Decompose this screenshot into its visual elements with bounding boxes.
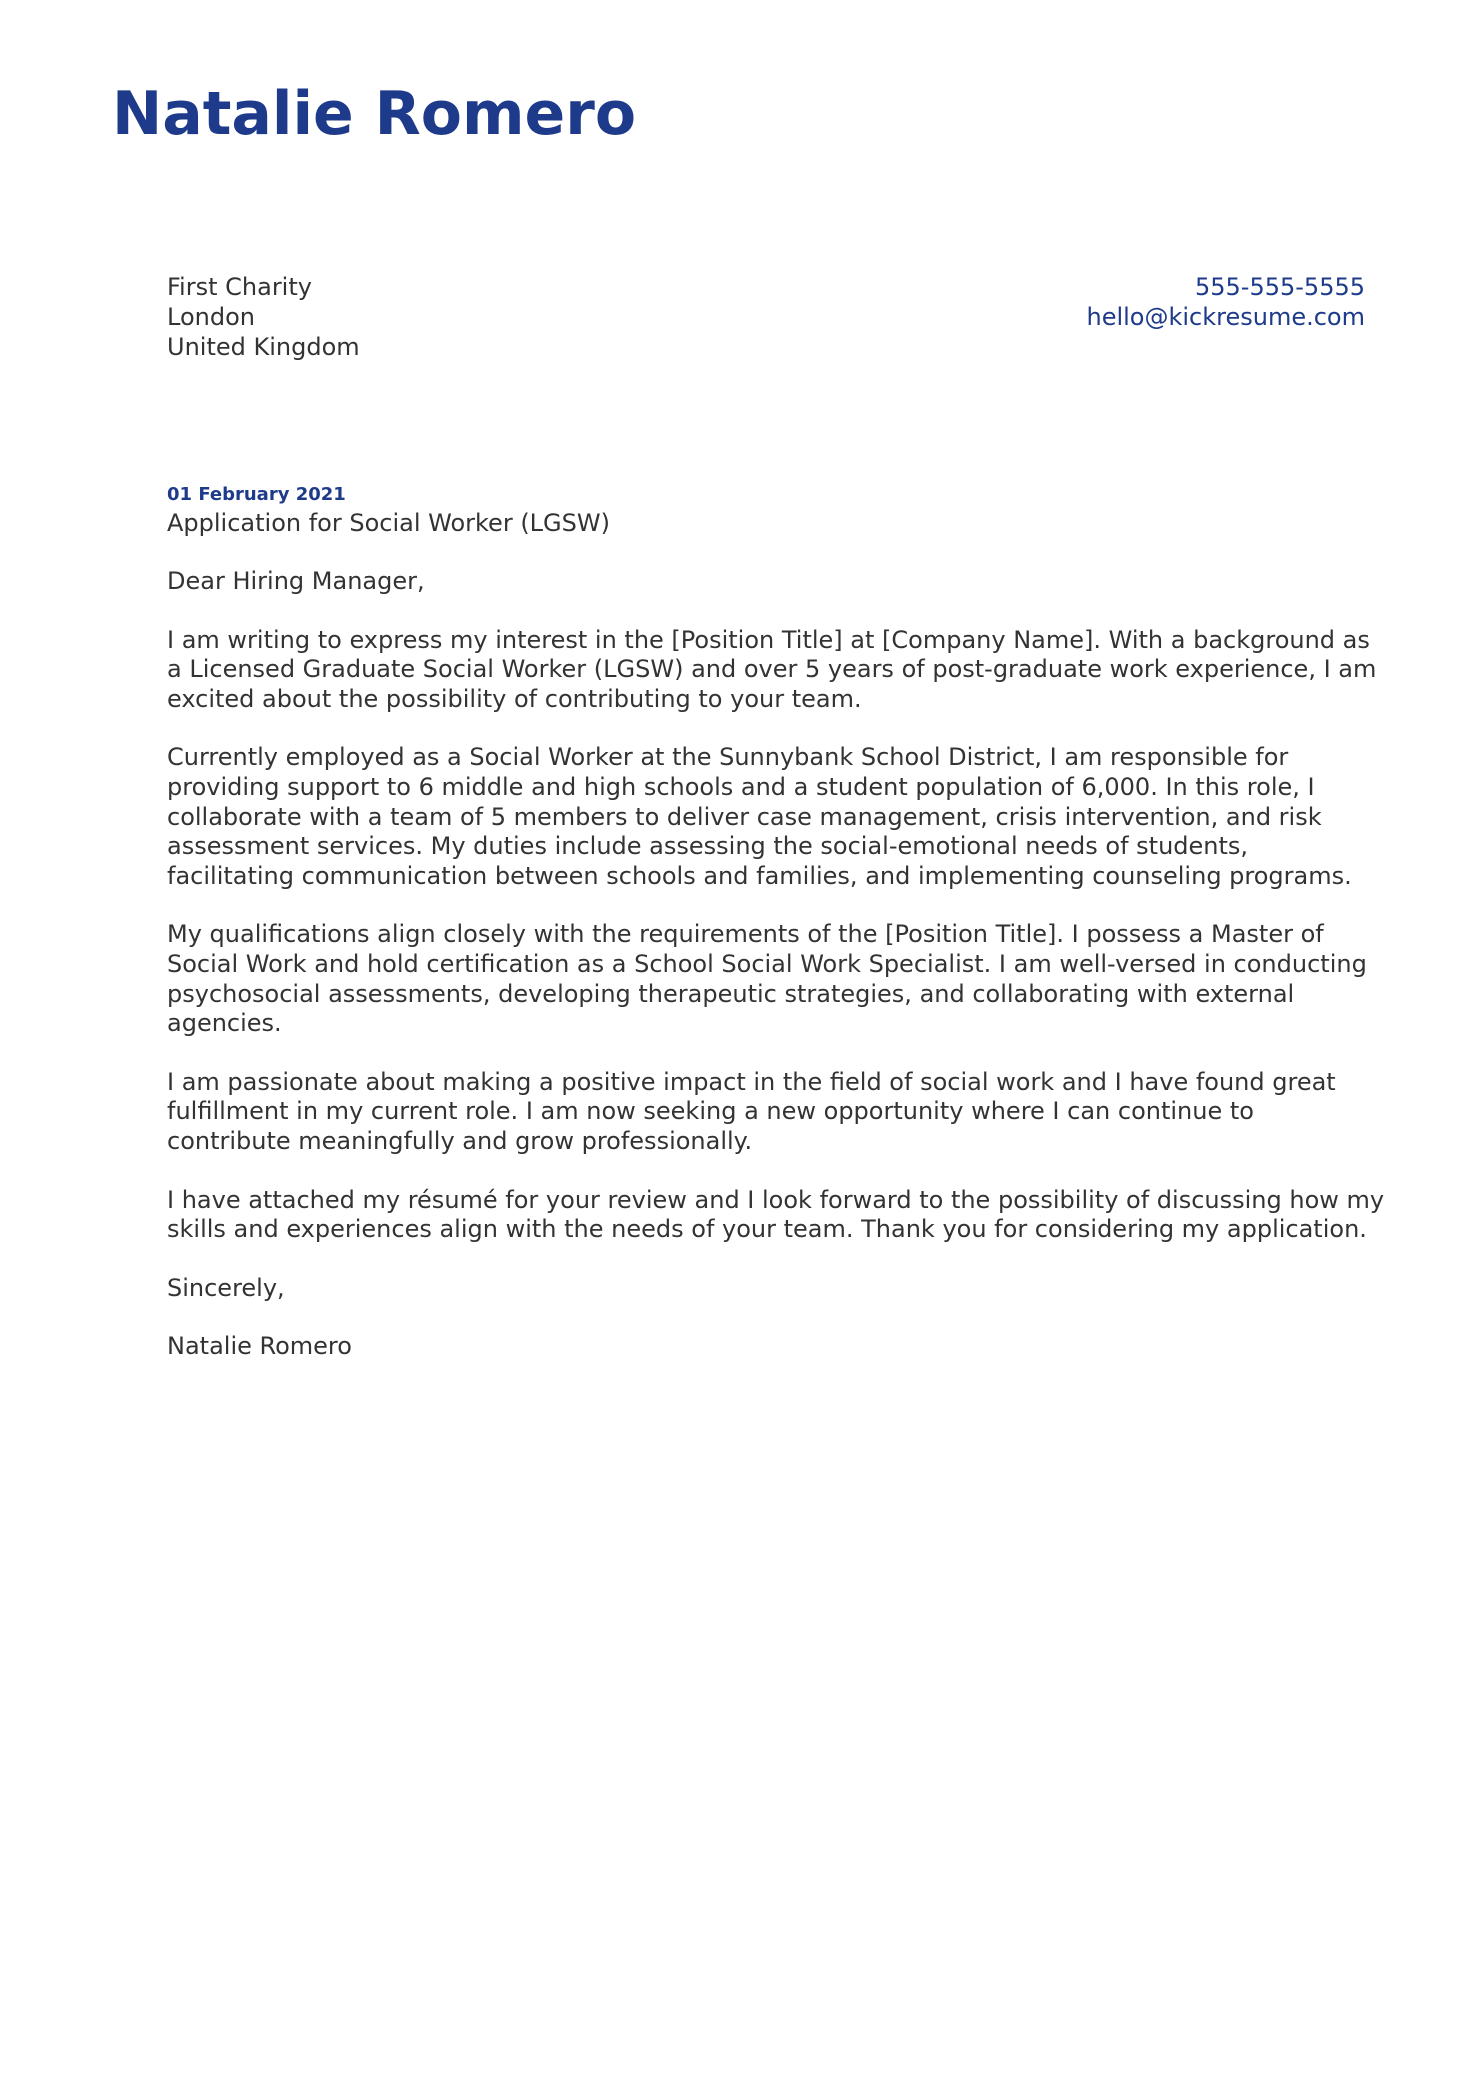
letter-subject: Application for Social Worker (LGSW)	[167, 509, 610, 537]
letter-body	[167, 482, 1385, 1391]
recipient-organization: First Charity	[167, 273, 312, 301]
paragraph-line: I am writing to express my interest in the [Position Title] at [Company Name]. With a background as	[167, 625, 1370, 654]
paragraph-line: providing support to 6 middle and high schools and a student population of 6,000. In this role, I	[167, 772, 1315, 801]
applicant-name: Natalie Romero	[112, 79, 637, 149]
paragraph-introduction	[167, 625, 1377, 715]
recipient-city: London	[167, 303, 255, 331]
paragraph-line: psychosocial assessments, developing therapeutic strategies, and collaborating with external	[167, 979, 1295, 1008]
signature: Natalie Romero	[167, 1332, 352, 1361]
paragraph-line: Social Work and hold certification as a School Social Work Specialist. I am well-versed in conducting	[167, 949, 1367, 978]
closing: Sincerely,	[167, 1273, 285, 1302]
recipient-address	[167, 272, 360, 362]
paragraph-line: a Licensed Graduate Social Worker (LGSW) and over 5 years of post-graduate work experience, I am	[167, 655, 1377, 684]
contact-info	[1086, 272, 1365, 332]
phone-link[interactable]: 555-555-5555	[1194, 273, 1365, 301]
email-link[interactable]: hello@kickresume.com	[1086, 303, 1365, 331]
paragraph-line: skills and experiences align with the needs of your team. Thank you for considering my application.	[167, 1215, 1367, 1244]
paragraph-line: facilitating communication between schools and families, and implementing counseling programs.	[167, 861, 1352, 890]
paragraph-line: I have attached my résumé for your review and I look forward to the possibility of discussing how my	[167, 1185, 1385, 1214]
paragraph-conclusion	[167, 1185, 1385, 1245]
salutation: Dear Hiring Manager,	[167, 567, 425, 595]
paragraph-line: fulfillment in my current role. I am now seeking a new opportunity where I can continue to	[167, 1097, 1254, 1126]
paragraph-line: agencies.	[167, 1009, 282, 1038]
paragraph-line: contribute meaningfully and grow professionally.	[167, 1126, 753, 1155]
letter-date: 01 February 2021	[167, 484, 346, 505]
paragraph-line: My qualifications align closely with the requirements of the [Position Title]. I possess a Master of	[167, 920, 1324, 949]
paragraph-line: Currently employed as a Social Worker at the Sunnybank School District, I am responsible for	[167, 743, 1289, 772]
paragraph-line: excited about the possibility of contributing to your team.	[167, 684, 862, 713]
paragraph-motivation	[167, 1068, 1367, 1157]
paragraph-qualifications	[167, 920, 1367, 1038]
paragraph-line: collaborate with a team of 5 members to deliver case management, crisis intervention, and risk	[167, 802, 1322, 831]
recipient-country: United Kingdom	[167, 333, 360, 361]
paragraph-line: I am passionate about making a positive impact in the field of social work and I have found great	[167, 1067, 1336, 1096]
paragraph-line: assessment services. My duties include assessing the social-emotional needs of students,	[167, 832, 1249, 861]
paragraph-current-role	[167, 743, 1367, 891]
